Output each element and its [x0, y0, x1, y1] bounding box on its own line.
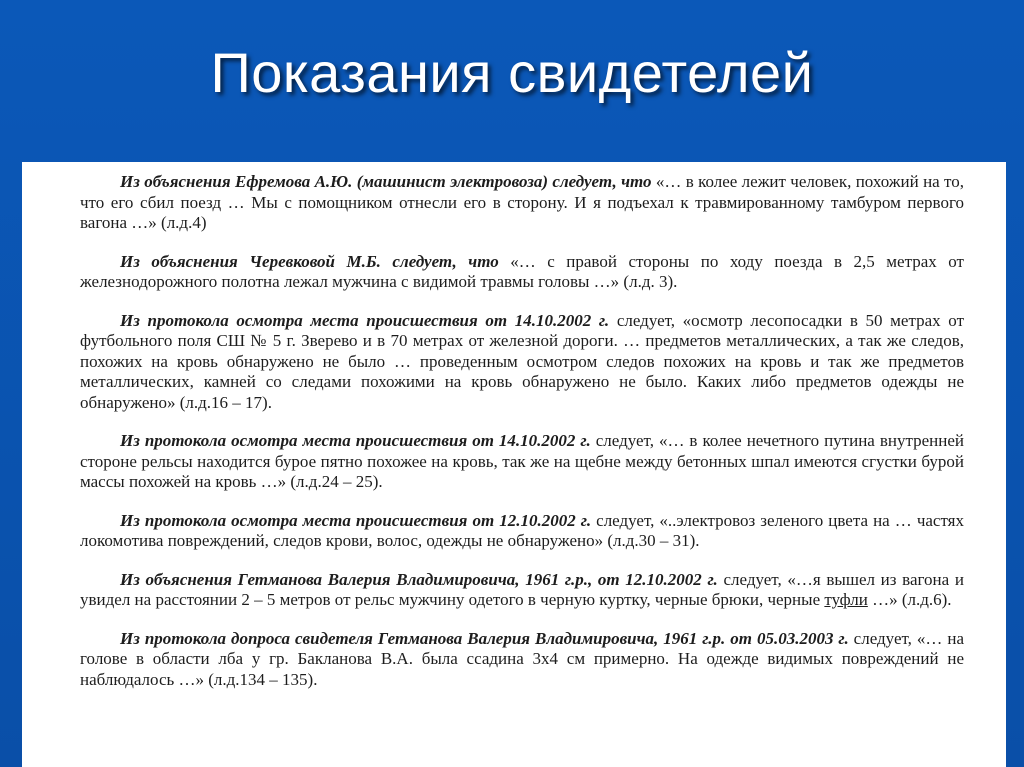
paragraph-tail: …» (л.д.6). — [867, 590, 952, 609]
paragraph-text: «… с правой стороны по ходу поезда в 2,5 метрах от железнодорожного полотна лежал мужчина с видимой травмы головы …» (л.д. 3). — [80, 251, 964, 291]
paragraph-lead: Из объяснения Гетманова Валерия Владимировича, 1961 г.р., от 12.10.2002 г. — [120, 569, 718, 589]
paragraph-text: «… в колее лежит человек, похожий на то, что его сбил поезд … Мы с помощником отнесли его в сторону. И я подъехал к травмированному тамбуром первого вагона …» (л.д.4) — [80, 172, 965, 232]
paragraph-text: следует, «… на голове в области лба у гр. Бакланова В.А. была ссадина 3х4 см примерно. На одежде видимых повреждений не наблюдалось …» (л.д.134 – 135). — [80, 628, 964, 689]
paragraph-getmanov-interrogation — [80, 629, 964, 691]
slide-title: Показания свидетелей — [210, 41, 814, 104]
paragraph-lead: Из объяснения Черевковой М.Б. следует, что — [120, 251, 499, 271]
paragraph-cherevkova — [80, 252, 964, 293]
paragraph-inspection-1 — [80, 311, 964, 414]
paragraph-lead: Из протокола допроса свидетеля Гетманова Валерия Владимировича, 1961 г.р. от 05.03.2003 г. — [120, 628, 849, 648]
paragraph-lead: Из протокола осмотра места происшествия от 14.10.2002 г. — [120, 310, 610, 330]
paragraph-lead: Из протокола осмотра места происшествия от 12.10.2002 г. — [120, 510, 592, 530]
paragraph-inspection-3 — [80, 511, 964, 552]
paragraph-inspection-2 — [80, 431, 964, 493]
paragraph-text: следует, «… в колее нечетного путина внутренней стороне рельсы находится бурое пятно похожее на кровь, так же на щебне между бетонных шпал имеются сгустки бурой массы похожей на кровь …» (л.д.24 – 25). — [80, 431, 964, 491]
paragraph-lead: Из объяснения Ефремова А.Ю. (машинист электровоза) следует, что — [120, 172, 652, 191]
paragraph-text: следует, «…я вышел из вагона и увидел на расстоянии 2 – 5 метров от рельс мужчину одетого в черную куртку, черные брюки, черные — [80, 569, 964, 609]
paragraph-text: следует, «..электровоз зеленого цвета на … частях локомотива повреждений, следов крови, волос, одежды не обнаружено» (л.д.30 – 31). — [80, 510, 964, 550]
underlined-word: туфли — [824, 590, 868, 609]
paragraph-text: следует, «осмотр лесопосадки в 50 метрах от футбольного поля СШ № 5 г. Зверево и в 70 метрах от железной дороги. … предметов металлических, а так же следов, похожих на кровь обнаружено не было … проведенным осмотром следов похожих на кровь и так же предметов металлических, камней со следами похожими на кровь обнаружено не было. Каких либо предметов одежды не обнаружено» (л.д.16 – 17). — [80, 310, 964, 412]
paragraph-lead: Из протокола осмотра места происшествия от 14.10.2002 г. — [120, 431, 591, 450]
paragraph-efremov — [80, 172, 964, 234]
scanned-document — [22, 162, 1006, 767]
paragraph-getmanov-explanation — [80, 570, 964, 611]
